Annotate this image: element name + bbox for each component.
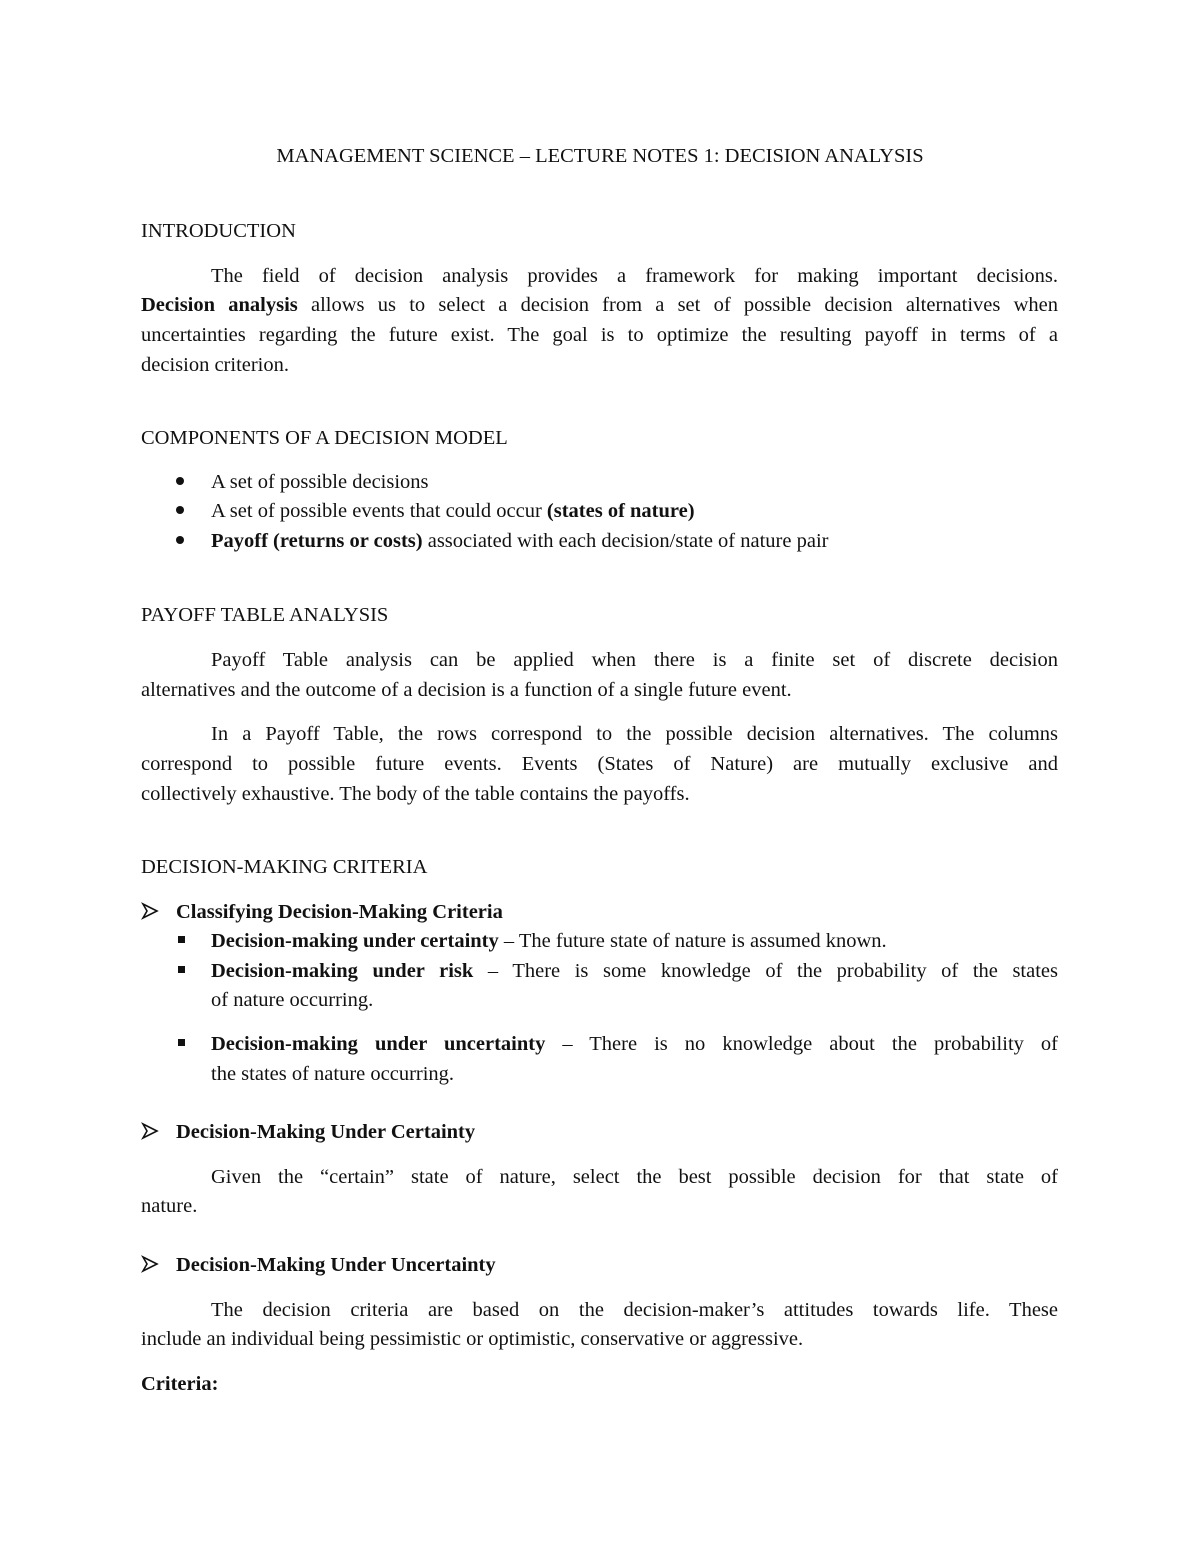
intro-line-4: decision criterion. [141, 354, 290, 376]
intro-line-2 [141, 295, 1058, 317]
bullet-square-icon [178, 1039, 185, 1046]
certainty-label-text: Decision-Making Under Certainty [176, 1121, 476, 1143]
criteria-heading: DECISION-MAKING CRITERIA [141, 856, 428, 878]
classifying-item-2-cont: of nature occurring. [211, 989, 374, 1011]
bullet-dot-icon [176, 536, 184, 544]
intro-line-1: The field of decision analysis provides a framework for making important decisions. [211, 266, 1058, 287]
arrow-bullet-icon [141, 1122, 159, 1140]
uncertainty-line-2: include an individual being pessimistic or optimistic, conservative or aggressive. [141, 1328, 804, 1350]
component-item-1 [211, 472, 429, 493]
intro-line-2-text: allows us to select a decision from a set of possible decision alternatives when [311, 295, 1058, 316]
criteria-label [141, 1374, 218, 1395]
component-item-1-text: A set of possible decisions [211, 471, 429, 493]
payoff-para2-line-1: In a Payoff Table, the rows correspond to the possible decision alternatives. The columns [211, 724, 1058, 745]
classifying-item-2 [211, 961, 1058, 983]
classifying-item-1-text: – The future state of nature is assumed known. [498, 930, 887, 952]
uncertainty-label-text: Decision-Making Under Uncertainty [176, 1254, 496, 1276]
intro-line-3: uncertainties regarding the future exist. The goal is to optimize the resulting payoff in terms of a [141, 325, 1058, 346]
page-title: MANAGEMENT SCIENCE – LECTURE NOTES 1: DECISION ANALYSIS [276, 145, 924, 167]
payoff-para1-line-1: Payoff Table analysis can be applied when there is a finite set of discrete decision [211, 650, 1058, 671]
certainty-label [176, 1122, 475, 1143]
classifying-item-3-bold: Decision-making under uncertainty [211, 1034, 546, 1055]
bullet-square-icon [178, 966, 185, 973]
classifying-item-2-text: – There is some knowledge of the probability of the states [473, 961, 1058, 982]
classifying-item-1 [211, 931, 887, 952]
uncertainty-line-1: The decision criteria are based on the decision-maker’s attitudes towards life. These [211, 1300, 1058, 1321]
payoff-para2-line-3: collectively exhaustive. The body of the table contains the payoffs. [141, 783, 690, 805]
uncertainty-label [176, 1255, 496, 1276]
certainty-line-2: nature. [141, 1195, 198, 1217]
classifying-item-3 [211, 1034, 1058, 1056]
components-heading: COMPONENTS OF A DECISION MODEL [141, 427, 508, 449]
payoff-heading: PAYOFF TABLE ANALYSIS [141, 604, 389, 626]
component-item-2 [211, 501, 695, 522]
component-item-3-text: associated with each decision/state of nature pair [422, 530, 829, 552]
classifying-item-3-cont: the states of nature occurring. [211, 1063, 455, 1085]
component-item-3-bold: Payoff (returns or costs) [211, 530, 423, 552]
component-item-2-text: A set of possible events that could occur [211, 500, 547, 522]
component-item-2-bold: (states of nature) [546, 500, 695, 522]
payoff-para2-line-2: correspond to possible future events. Events (States of Nature) are mutually exclusive and [141, 754, 1058, 775]
classifying-label-text: Classifying Decision-Making Criteria [176, 901, 503, 923]
introduction-heading: INTRODUCTION [141, 220, 296, 242]
classifying-item-2-bold: Decision-making under risk [211, 961, 474, 982]
intro-bold-term: Decision analysis [141, 295, 298, 316]
bullet-dot-icon [176, 506, 184, 514]
bullet-square-icon [178, 936, 185, 943]
bullet-dot-icon [176, 477, 184, 485]
classifying-label [176, 902, 503, 923]
arrow-bullet-icon [141, 902, 159, 920]
classifying-item-1-bold: Decision-making under certainty [211, 930, 499, 952]
component-item-3 [211, 531, 828, 552]
criteria-label-text: Criteria: [141, 1373, 219, 1395]
payoff-para1-line-2: alternatives and the outcome of a decision is a function of a single future event. [141, 679, 792, 701]
classifying-item-3-text: – There is no knowledge about the probability of [545, 1034, 1058, 1055]
certainty-line-1: Given the “certain” state of nature, select the best possible decision for that state of [211, 1167, 1058, 1188]
arrow-bullet-icon [141, 1255, 159, 1273]
